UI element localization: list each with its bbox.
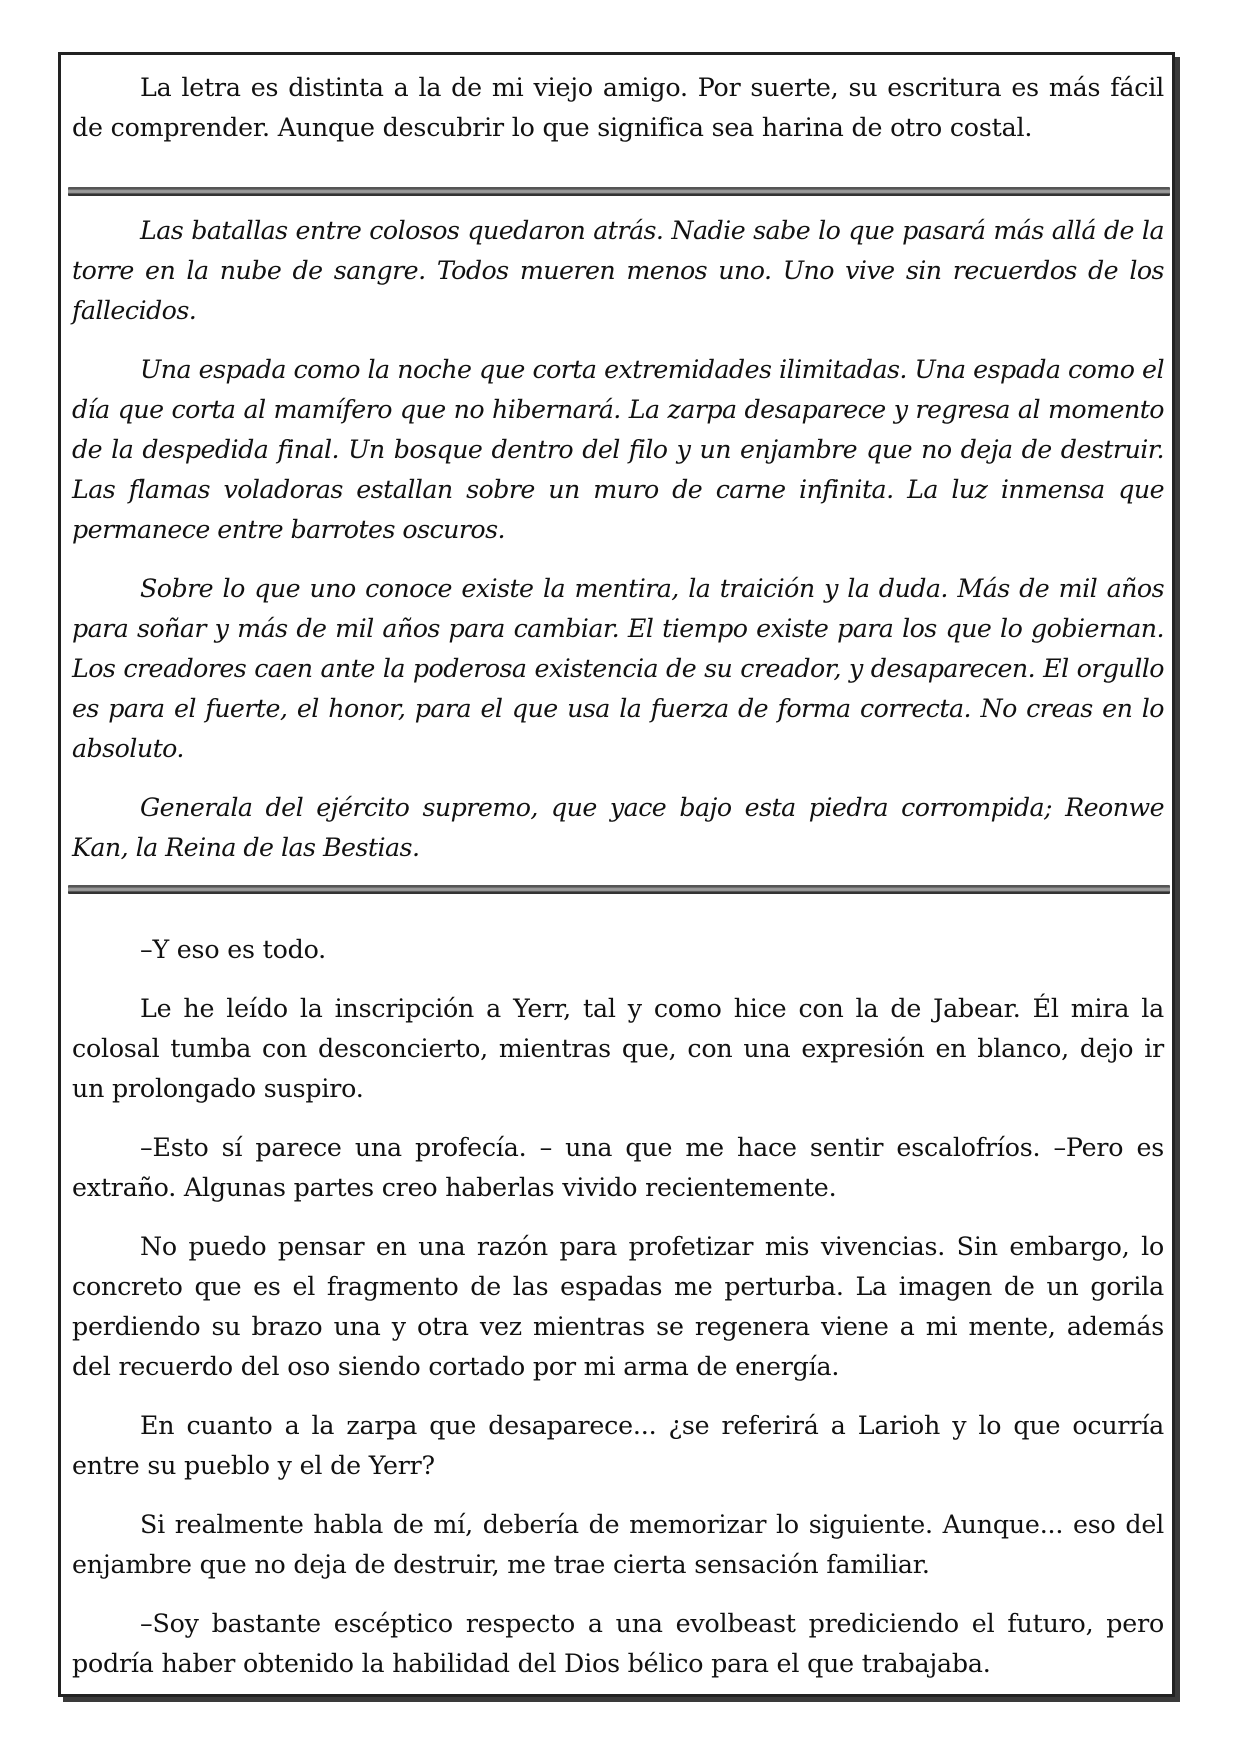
narrative-paragraph: –Soy bastante escéptico respecto a una evolbeast prediciendo el futuro, pero podría haber obtenido la habilidad del Dios bélico para el que trabajaba. (72, 1609, 1164, 1678)
inscription-section (72, 211, 1164, 868)
narrative-paragraph: –Esto sí parece una profecía. – una que me hace sentir escalofríos. –Pero es extraño. Algunas partes creo haberlas vivido recientemente. (72, 1133, 1164, 1202)
narrative-paragraph: Si realmente habla de mí, debería de memorizar lo siguiente. Aunque... eso del enjambre que no deja de destruir, me trae cierta sensación familiar. (72, 1510, 1164, 1579)
inscription-paragraph: Una espada como la noche que corta extremidades ilimitadas. Una espada como el día que corta al mamífero que no hibernará. La zarpa desaparece y regresa al momento de la despedida final. Un bosque dentro del filo y un enjambre que no deja de destruir. Las flamas voladoras estallan sobre un muro de carne infinita. La luz inmensa que permanece entre barrotes oscuros. (72, 355, 1164, 544)
page-content (72, 68, 1164, 1684)
narrative-paragraph: No puedo pensar en una razón para profetizar mis vivencias. Sin embargo, lo concreto que es el fragmento de las espadas me perturba. La imagen de un gorila perdiendo su brazo una y otra vez mientras se regenera viene a mi mente, además del recuerdo del oso siendo cortado por mi arma de energía. (72, 1232, 1164, 1381)
intro-paragraph: La letra es distinta a la de mi viejo amigo. Por suerte, su escritura es más fácil de comprender. Aunque descubrir lo que significa sea harina de otro costal. (72, 73, 1164, 142)
section-divider-top (68, 187, 1170, 196)
intro-section (72, 68, 1164, 148)
inscription-paragraph: Sobre lo que uno conoce existe la mentira, la traición y la duda. Más de mil años para soñar y más de mil años para cambiar. El tiempo existe para los que lo gobiernan. Los creadores caen ante la poderosa existencia de su creador, y desaparecen. El orgullo es para el fuerte, el honor, para el que usa la fuerza de forma correcta. No creas en lo absoluto. (72, 574, 1164, 763)
narrative-paragraph: –Y eso es todo. (140, 935, 327, 964)
narrative-section (72, 930, 1164, 1684)
section-divider-bottom (68, 885, 1170, 894)
inscription-paragraph: Generala del ejército supremo, que yace bajo esta piedra corrompida; Reonwe Kan, la Reina de las Bestias. (72, 793, 1164, 862)
narrative-paragraph: En cuanto a la zarpa que desaparece... ¿se referirá a Larioh y lo que ocurría entre su pueblo y el de Yerr? (72, 1411, 1164, 1480)
inscription-paragraph: Las batallas entre colosos quedaron atrás. Nadie sabe lo que pasará más allá de la torre en la nube de sangre. Todos mueren menos uno. Uno vive sin recuerdos de los fallecidos. (72, 216, 1164, 325)
narrative-paragraph: Le he leído la inscripción a Yerr, tal y como hice con la de Jabear. Él mira la colosal tumba con desconcierto, mientras que, con una expresión en blanco, dejo ir un prolongado suspiro. (72, 994, 1164, 1103)
